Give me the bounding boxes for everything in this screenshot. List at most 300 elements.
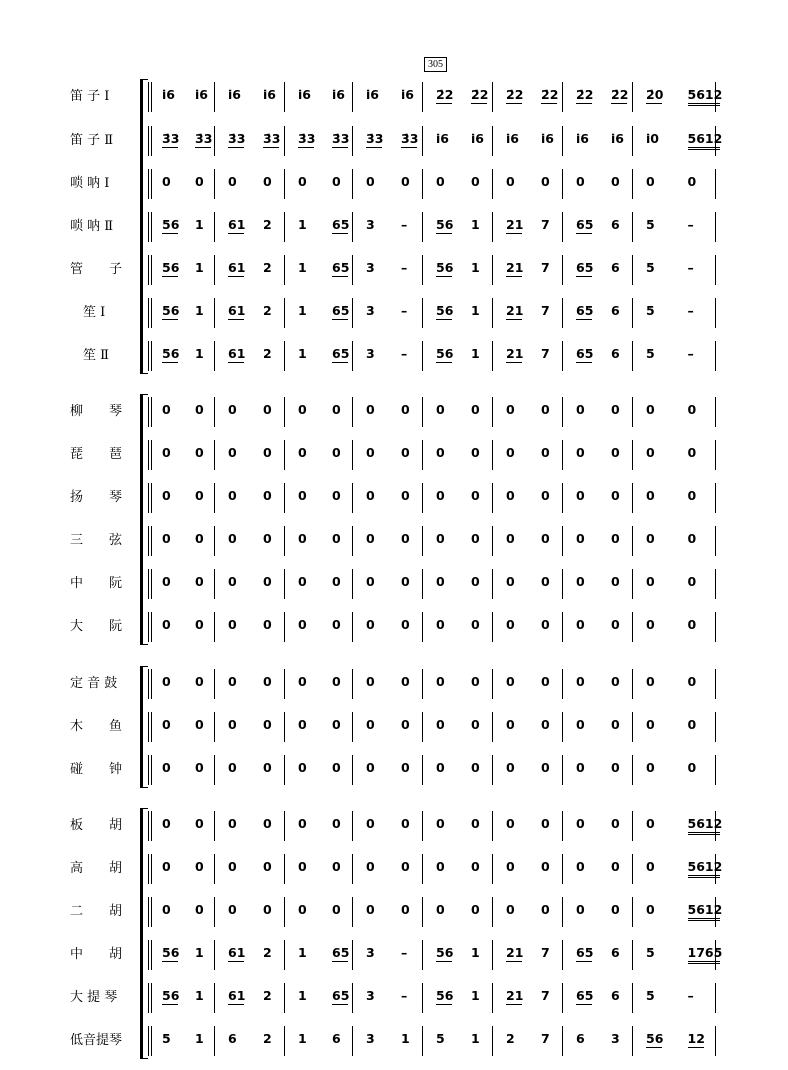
note (636, 574, 670, 604)
beam (688, 832, 720, 833)
note-text: 0 (506, 674, 515, 689)
note (461, 859, 495, 889)
note (601, 402, 635, 432)
note (461, 346, 495, 376)
note-text: 61 (228, 945, 246, 960)
note (426, 488, 460, 518)
note-text: 0 (298, 445, 307, 460)
note-text: – (687, 346, 694, 361)
note (531, 1031, 565, 1061)
note (566, 674, 600, 704)
note (391, 717, 425, 747)
note (322, 488, 356, 518)
note (391, 816, 425, 846)
note (356, 488, 390, 518)
note-text: 0 (436, 674, 445, 689)
note (496, 402, 530, 432)
note (601, 1031, 635, 1061)
note (253, 531, 287, 561)
note (496, 988, 530, 1018)
note-text: 0 (541, 760, 550, 775)
note-text: 0 (541, 531, 550, 546)
beam (506, 961, 522, 962)
note-text: 0 (646, 488, 655, 503)
note-text: 0 (541, 674, 550, 689)
note (356, 174, 390, 204)
note (152, 574, 186, 604)
note-text: 0 (436, 717, 445, 732)
note (496, 816, 530, 846)
note-text: 0 (646, 760, 655, 775)
note-text: 0 (471, 859, 480, 874)
note (253, 945, 287, 975)
note (218, 574, 252, 604)
bar-line (148, 255, 149, 285)
note-text: 1 (195, 260, 204, 275)
group-bracket (140, 394, 143, 645)
note (152, 445, 186, 475)
note (531, 131, 565, 161)
note-text: 1 (471, 988, 480, 1003)
note-text: 0 (366, 902, 375, 917)
note (356, 617, 390, 647)
note-text: i̇6 (436, 131, 449, 146)
note (601, 174, 635, 204)
note (601, 859, 635, 889)
note (496, 617, 530, 647)
note (566, 1031, 600, 1061)
note-text: 3̇3 (332, 131, 350, 146)
beam (332, 147, 348, 148)
note (391, 988, 425, 1018)
note (218, 87, 252, 117)
note (391, 445, 425, 475)
note-text: 2̇0 (646, 87, 664, 102)
note-text: 0 (436, 760, 445, 775)
note (636, 87, 670, 117)
note (496, 131, 530, 161)
beam (506, 233, 522, 234)
note (356, 131, 390, 161)
note-text: 0 (687, 617, 697, 632)
note-text: – (687, 303, 694, 318)
note-text: 0 (401, 531, 410, 546)
note-text: 0 (332, 574, 341, 589)
note (678, 260, 712, 290)
note (356, 674, 390, 704)
note-text: 0 (195, 816, 204, 831)
bar-line (148, 483, 149, 513)
note-text: 0 (646, 717, 655, 732)
note (391, 131, 425, 161)
note (152, 760, 186, 790)
note-text: 0 (195, 717, 204, 732)
bar-line (148, 169, 149, 199)
note (253, 574, 287, 604)
note-text: 0 (506, 488, 515, 503)
note (531, 859, 565, 889)
note-text: 0 (366, 574, 375, 589)
note (322, 988, 356, 1018)
note (461, 816, 495, 846)
note-text: 0 (687, 574, 697, 589)
note-text: 1 (471, 945, 480, 960)
note (253, 488, 287, 518)
note-text: 0 (263, 902, 272, 917)
note (678, 174, 712, 204)
beam (332, 362, 348, 363)
note (288, 717, 322, 747)
note (185, 717, 219, 747)
group-bracket (140, 79, 143, 374)
note (218, 617, 252, 647)
note-text: 56 (436, 260, 454, 275)
note (356, 574, 390, 604)
note (288, 1031, 322, 1061)
note-text: 0 (436, 902, 445, 917)
note-text: 0 (611, 402, 620, 417)
note (218, 674, 252, 704)
note-text: 0 (576, 760, 585, 775)
beam (611, 103, 627, 104)
note (531, 717, 565, 747)
note (356, 816, 390, 846)
note-text: 0 (366, 674, 375, 689)
note-text: 1 (471, 303, 480, 318)
bar-line (148, 983, 149, 1013)
note (426, 217, 460, 247)
note (601, 902, 635, 932)
beam (688, 149, 720, 150)
note-text: 6 (611, 217, 620, 232)
note (678, 945, 723, 975)
note-text: 0 (162, 859, 171, 874)
note (601, 87, 635, 117)
note-text: 1 (298, 260, 307, 275)
note-text: – (687, 988, 694, 1003)
note (322, 87, 356, 117)
note-text: 0 (646, 402, 655, 417)
note-text: – (401, 217, 408, 232)
instrument-label: 柳 琴 (70, 404, 123, 419)
note-text: i̇6 (471, 131, 484, 146)
instrument-label: 大 提 琴 (70, 990, 118, 1005)
note (426, 674, 460, 704)
note-text: 5612 (687, 902, 723, 917)
note-text: 6 (611, 988, 620, 1003)
note (601, 760, 635, 790)
bracket-cap (140, 644, 148, 645)
note-text: 2̇2 (436, 87, 454, 102)
beam (332, 319, 348, 320)
instrument-label: 笙 Ⅰ (70, 305, 106, 320)
bar-line (148, 897, 149, 927)
beam (228, 319, 244, 320)
note (391, 674, 425, 704)
note-text: 0 (263, 760, 272, 775)
note-text: 0 (576, 488, 585, 503)
note-text: 65 (332, 988, 350, 1003)
note-text: 0 (576, 617, 585, 632)
instrument-label: 三 弦 (70, 533, 123, 548)
note-text: 0 (228, 617, 237, 632)
beam (228, 961, 244, 962)
note (253, 445, 287, 475)
note-text: 1 (195, 988, 204, 1003)
note-text: 1 (195, 217, 204, 232)
note (531, 174, 565, 204)
note-text: 0 (228, 717, 237, 732)
note-text: 0 (228, 445, 237, 460)
note-text: 0 (298, 402, 307, 417)
note (185, 574, 219, 604)
note (185, 87, 219, 117)
note (356, 902, 390, 932)
note-text: 2̇2 (611, 87, 629, 102)
note-text: 0 (366, 531, 375, 546)
note (288, 131, 322, 161)
note-text: 0 (228, 488, 237, 503)
note (391, 174, 425, 204)
note (426, 87, 460, 117)
note-text: 5 (646, 988, 655, 1003)
note (218, 717, 252, 747)
note (322, 260, 356, 290)
note (678, 217, 712, 247)
note-text: 21 (506, 945, 524, 960)
note (531, 902, 565, 932)
beam (298, 147, 314, 148)
note (322, 674, 356, 704)
note-text: 0 (195, 674, 204, 689)
note-text: 0 (298, 488, 307, 503)
note-text: 0 (471, 760, 480, 775)
note (496, 531, 530, 561)
note (601, 488, 635, 518)
note-text: 6 (228, 1031, 237, 1046)
note-text: 56 (436, 346, 454, 361)
note (253, 346, 287, 376)
beam (688, 147, 720, 148)
note-text: 0 (687, 445, 697, 460)
note-text: 0 (298, 174, 307, 189)
note (461, 1031, 495, 1061)
note (678, 1031, 712, 1061)
beam (162, 362, 178, 363)
note-text: 0 (611, 174, 620, 189)
note (218, 260, 252, 290)
note (322, 346, 356, 376)
bar-line (148, 1026, 149, 1056)
note (288, 945, 322, 975)
beam (688, 875, 720, 876)
note-text: 0 (401, 717, 410, 732)
note-text: 65 (576, 346, 594, 361)
note-text: 0 (436, 402, 445, 417)
note-text: 0 (401, 674, 410, 689)
note (496, 674, 530, 704)
note (461, 402, 495, 432)
note-text: 0 (646, 617, 655, 632)
instrument-label: 二 胡 (70, 904, 123, 919)
note-text: 0 (366, 859, 375, 874)
note (391, 260, 425, 290)
note-text: 3 (366, 346, 375, 361)
note-text: 0 (436, 816, 445, 831)
note-text: 61 (228, 303, 246, 318)
note (322, 859, 356, 889)
note (152, 531, 186, 561)
note-text: i̇6 (298, 87, 311, 102)
note-text: 65 (576, 260, 594, 275)
beam (576, 276, 592, 277)
note-text: 0 (576, 531, 585, 546)
note (601, 531, 635, 561)
note (185, 760, 219, 790)
note (185, 402, 219, 432)
note-text: 0 (263, 617, 272, 632)
note-text: 3̇3 (228, 131, 246, 146)
beam (332, 1004, 348, 1005)
instrument-label: 中 胡 (70, 947, 123, 962)
note-text: 0 (611, 445, 620, 460)
note-text: 1 (298, 217, 307, 232)
note (531, 346, 565, 376)
note (288, 531, 322, 561)
note (253, 87, 287, 117)
note-text: 0 (401, 902, 410, 917)
note-text: 0 (471, 816, 480, 831)
note (185, 531, 219, 561)
note-text: 65 (576, 303, 594, 318)
note (218, 303, 252, 333)
note-text: 0 (263, 574, 272, 589)
note-text: 0 (228, 859, 237, 874)
note-text: 0 (162, 402, 171, 417)
note-text: 65 (332, 260, 350, 275)
note-text: 0 (646, 531, 655, 546)
note-text: 1 (195, 303, 204, 318)
note (566, 174, 600, 204)
note (461, 674, 495, 704)
note (461, 574, 495, 604)
bar-line (715, 669, 716, 699)
note (185, 859, 219, 889)
note (566, 617, 600, 647)
note (426, 174, 460, 204)
note (426, 1031, 460, 1061)
beam (506, 1004, 522, 1005)
note (426, 131, 460, 161)
note (288, 574, 322, 604)
note (391, 303, 425, 333)
note (322, 945, 356, 975)
note (426, 945, 460, 975)
beam (688, 918, 720, 919)
bracket-cap (140, 1058, 148, 1059)
note-text: i̇6 (541, 131, 554, 146)
note-text: – (687, 260, 694, 275)
note (391, 945, 425, 975)
note-text: 0 (228, 174, 237, 189)
note (601, 445, 635, 475)
page-number: 305 (424, 57, 447, 72)
note-text: 1 (471, 217, 480, 232)
note-text: 1765 (687, 945, 723, 960)
note-text: 3 (366, 988, 375, 1003)
note (322, 902, 356, 932)
beam (228, 233, 244, 234)
note (356, 760, 390, 790)
note-text: 0 (541, 488, 550, 503)
note-text: 0 (162, 445, 171, 460)
note-text: 0 (471, 674, 480, 689)
note-text: 21 (506, 260, 524, 275)
note (426, 346, 460, 376)
note-text: 0 (687, 174, 697, 189)
note-text: 0 (162, 574, 171, 589)
note (496, 303, 530, 333)
bar-line (148, 854, 149, 884)
beam (436, 233, 452, 234)
note (566, 574, 600, 604)
note (253, 988, 287, 1018)
note-text: 0 (366, 488, 375, 503)
note (426, 717, 460, 747)
note (461, 760, 495, 790)
note-text: 7 (541, 346, 550, 361)
note (496, 574, 530, 604)
note-text: 1 (298, 988, 307, 1003)
note (531, 760, 565, 790)
note-text: 0 (576, 174, 585, 189)
note-text: 3̇3 (195, 131, 213, 146)
note (218, 488, 252, 518)
bar-line (148, 755, 149, 785)
note (218, 531, 252, 561)
note-text: 6 (611, 303, 620, 318)
note (531, 574, 565, 604)
note-text: 1 (195, 346, 204, 361)
bar-line (148, 612, 149, 642)
note-text: 0 (687, 674, 697, 689)
beam (162, 319, 178, 320)
note (636, 617, 670, 647)
note (426, 902, 460, 932)
note-text: i̇6 (263, 87, 276, 102)
note-text: 0 (471, 574, 480, 589)
note-text: 0 (576, 902, 585, 917)
note-text: 21 (506, 346, 524, 361)
note-text: 0 (436, 445, 445, 460)
bar-line (148, 298, 149, 328)
note-text: 0 (611, 488, 620, 503)
note-text: 0 (228, 816, 237, 831)
note-text: 7 (541, 988, 550, 1003)
note-text: 0 (611, 816, 620, 831)
note-text: 0 (687, 402, 697, 417)
note-text: 0 (228, 531, 237, 546)
note (218, 760, 252, 790)
note-text: 2 (506, 1031, 515, 1046)
note (218, 174, 252, 204)
note (566, 87, 600, 117)
note (566, 260, 600, 290)
note (288, 445, 322, 475)
note-text: – (401, 945, 408, 960)
note (391, 531, 425, 561)
note-text: 56 (162, 260, 180, 275)
